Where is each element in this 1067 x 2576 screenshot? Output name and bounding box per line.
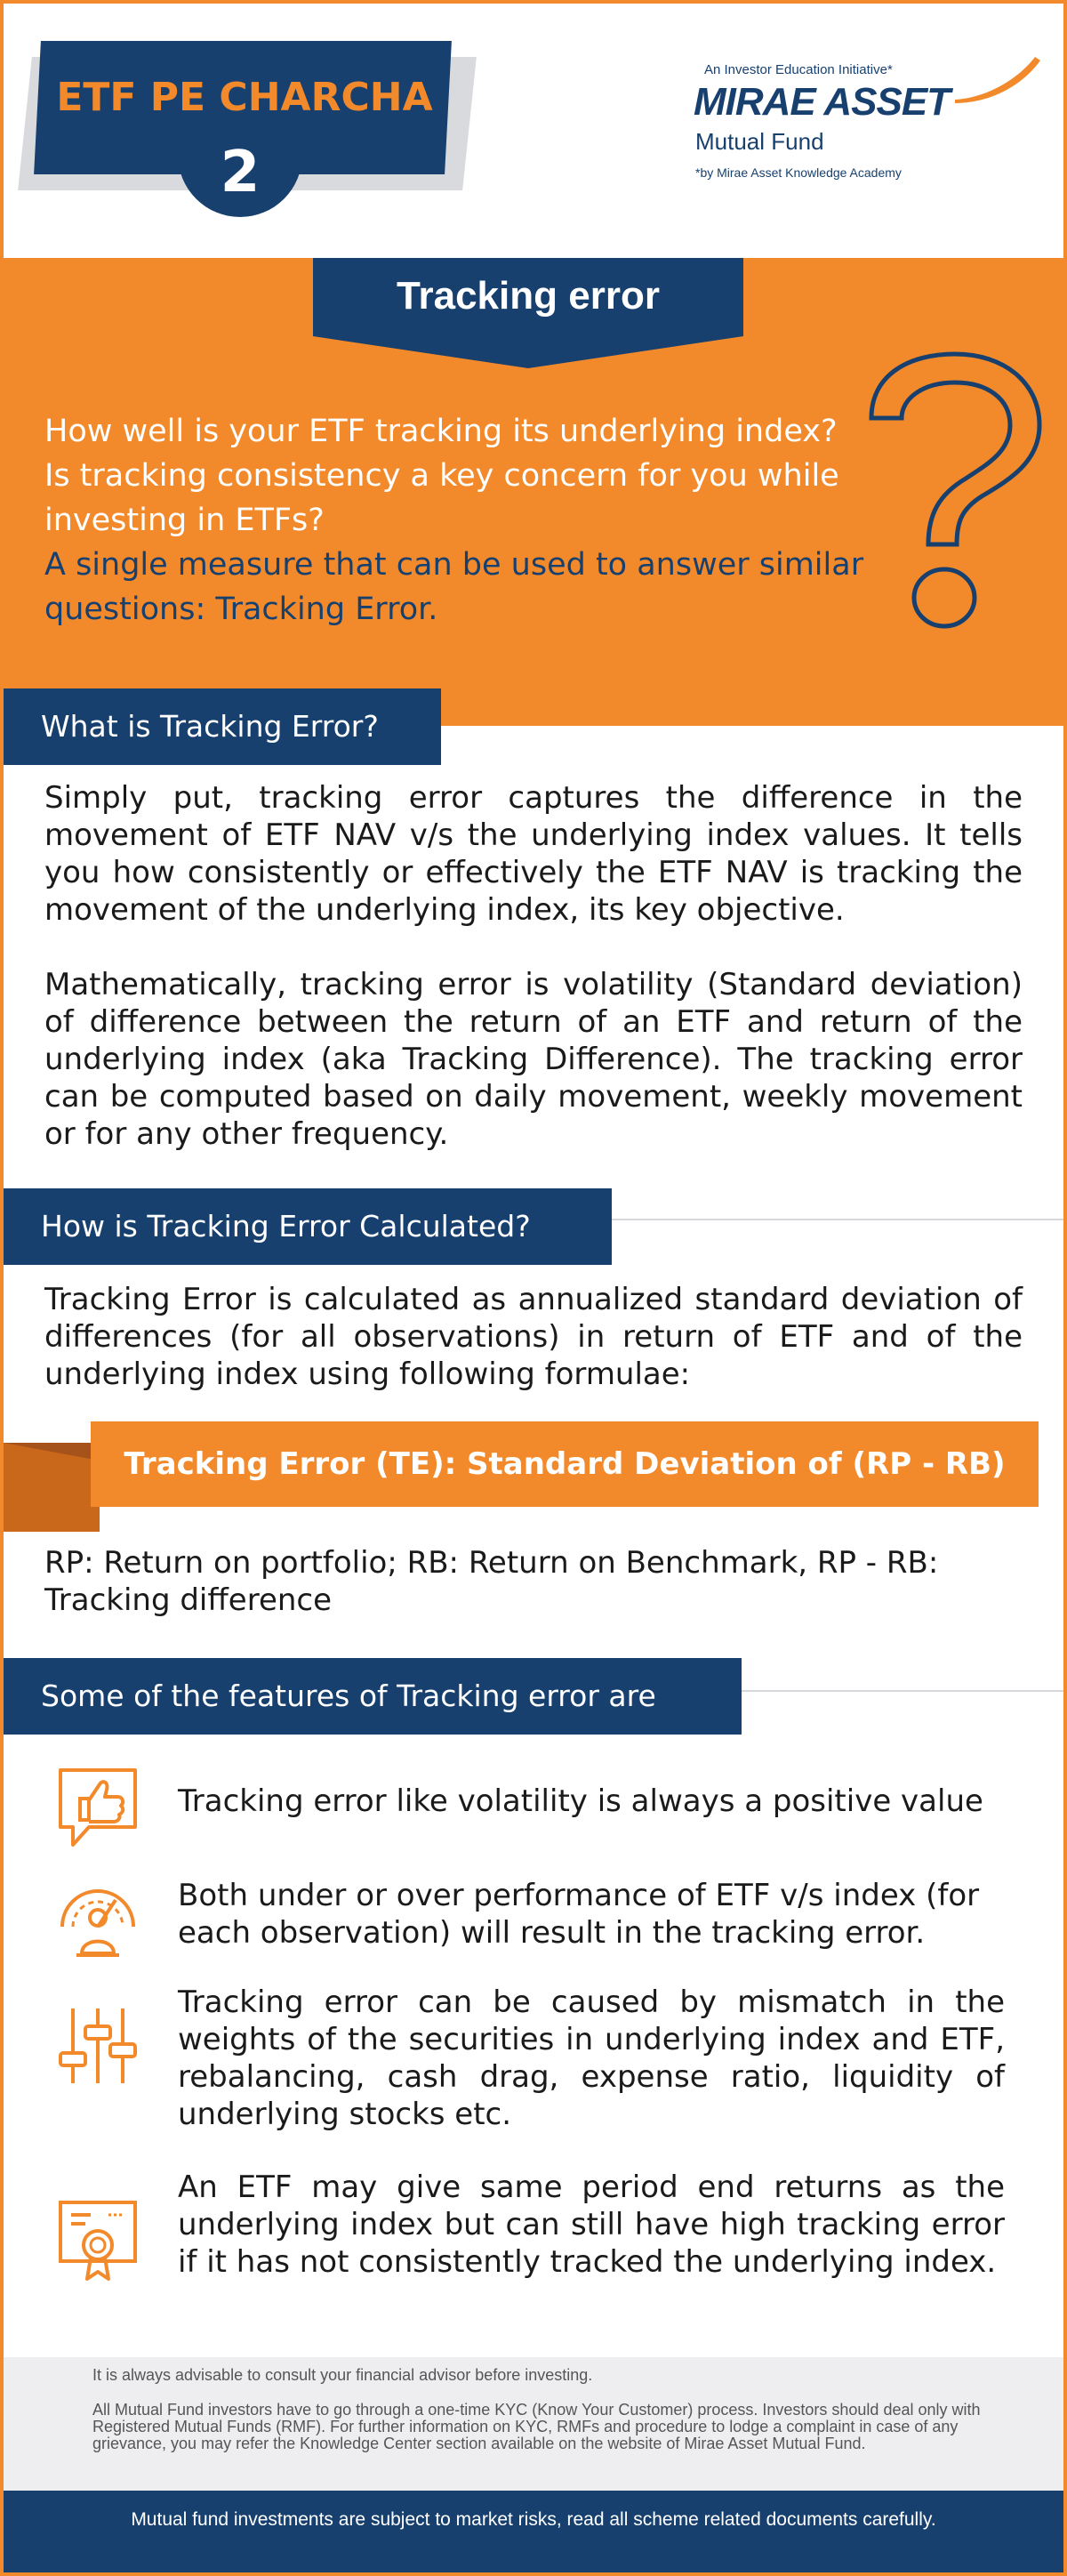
logo-tagline: An Investor Education Initiative* <box>704 62 893 77</box>
logo-footnote: *by Mirae Asset Knowledge Academy <box>695 165 902 180</box>
risk-footer: Mutual fund investments are subject to market risks, read all scheme related documents carefully. <box>4 2491 1063 2576</box>
feature-text: An ETF may give same period end returns as the underlying index but can still have high tracking error if it has not consistently tracked the underlying index. <box>178 2169 1005 2280</box>
section-divider <box>608 1219 1063 1220</box>
mirae-asset-logo <box>688 53 1044 196</box>
feature-text: Tracking error like volatility is always a positive value <box>178 1783 983 1819</box>
section-heading-how: How is Tracking Error Calculated? <box>4 1188 612 1265</box>
issue-number: 2 <box>178 137 302 217</box>
logo-brand: MIRAE ASSET <box>694 80 951 124</box>
hero-section <box>4 258 1063 726</box>
what-paragraph-2: Mathematically, tracking error is volatility (Standard deviation) of difference between the return of an ETF and return of the underlying index (aka Tracking Difference). The tracking error can be computed based on daily movement, weekly movement or for any other frequency. <box>44 967 1023 1152</box>
what-paragraph-1: Simply put, tracking error captures the difference in the movement of ETF NAV v/s the underlying index values. It tells you how consistently or effectively the ETF NAV is tracking the movement of the underlying index, its key objective. <box>44 780 1023 928</box>
formula-banner: Tracking Error (TE): Standard Deviation of (RP - RB) <box>91 1421 1039 1507</box>
hero-answer: A single measure that can be used to answer similar questions: Tracking Error. <box>44 547 864 627</box>
page-title: Tracking error <box>397 274 660 318</box>
feature-text: Tracking error can be caused by mismatch in the weights of the securities in underlying index and ETF, rebalancing, cash drag, expense ratio, liquidity of underlying stocks etc. <box>178 1984 1005 2132</box>
disclaimer-kyc: All Mutual Fund investors have to go through a one-time KYC (Know Your Customer) process. Investors should deal only with Registered Mutual Funds (RMF). For further information on KYC, RMFs and procedure to lodge a complaint in case of any grievance, you may refer the Knowledge Center section available on the website of Mirae Asset Mutual Fund. <box>92 2401 981 2452</box>
feature-text: Both under or over performance of ETF v/s index (for each observation) will result in the tracking error. <box>178 1878 980 1951</box>
performance-gauge-icon <box>53 1873 142 1962</box>
section-divider <box>742 1690 1063 1692</box>
header <box>4 4 1063 258</box>
hero-question-1: How well is your ETF tracking its underlying index? <box>44 414 838 449</box>
hero-text <box>44 409 898 632</box>
how-paragraph: Tracking Error is calculated as annualized standard deviation of differences (for all observations) in return of ETF and of the underlying index using following formulae: <box>44 1282 1023 1392</box>
logo-swoosh-icon <box>946 53 1044 107</box>
section-heading-features: Some of the features of Tracking error are <box>4 1658 742 1735</box>
section-heading-what: What is Tracking Error? <box>4 688 441 765</box>
certificate-icon <box>53 2195 142 2284</box>
series-title: ETF PE CHARCHA <box>56 75 433 120</box>
logo-subtitle: Mutual Fund <box>695 128 824 155</box>
thumbs-up-icon <box>53 1763 142 1852</box>
sliders-icon <box>53 2001 142 2090</box>
disclaimer-section <box>4 2357 1063 2491</box>
formula-fold <box>4 1443 100 1532</box>
disclaimer-advice: It is always advisable to consult your financial advisor before investing. <box>92 2366 593 2384</box>
hero-question-2: Is tracking consistency a key concern for you while investing in ETFs? <box>44 458 839 538</box>
formula-legend: RP: Return on portfolio; RB: Return on Benchmark, RP - RB: Tracking difference <box>44 1545 939 1618</box>
